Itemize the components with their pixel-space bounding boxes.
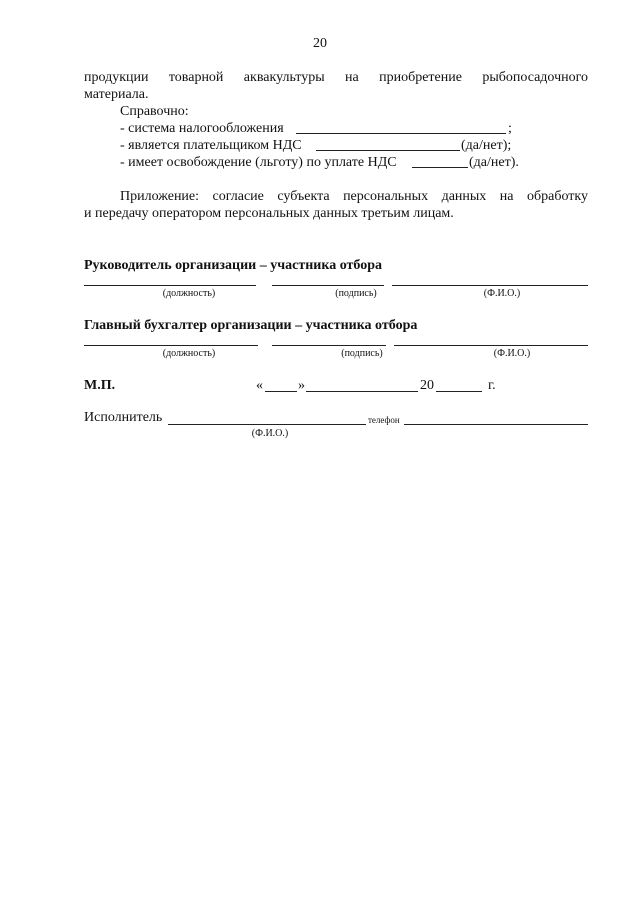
head-position-line: [84, 285, 256, 286]
attachment-line-1: Приложение: согласие субъекта персональных данных на обработку: [120, 189, 588, 204]
executor-phone-line: [404, 424, 588, 425]
tax-system-end: ;: [508, 121, 512, 136]
vat-payer-line: [316, 150, 460, 151]
executor-phone-label: телефон: [368, 415, 400, 425]
head-signature-caption: (подпись): [335, 288, 377, 299]
vat-payer-end: (да/нет);: [461, 138, 512, 153]
head-signature-line: [272, 285, 384, 286]
date-year-line: [436, 391, 482, 392]
accountant-name-caption: (Ф.И.О.): [493, 348, 531, 359]
head-name-caption: (Ф.И.О.): [483, 288, 521, 299]
date-year-prefix: 20: [420, 378, 434, 393]
head-position-caption: (должность): [162, 288, 216, 299]
accountant-position-caption: (должность): [162, 348, 216, 359]
date-quote-open: «: [256, 378, 263, 393]
reference-title: Справочно:: [120, 104, 189, 119]
accountant-signature-caption: (подпись): [341, 348, 383, 359]
date-day-line: [265, 391, 297, 392]
date-quote-close: »: [298, 378, 305, 393]
paragraph-line-2: материала.: [84, 87, 149, 102]
vat-payer-label: - является плательщиком НДС: [120, 138, 302, 153]
paragraph-line-1: продукции товарной аквакультуры на приобретение рыбопосадочного: [84, 70, 588, 85]
date-year-suffix: г.: [488, 378, 496, 393]
attachment-line-2: и передачу оператором персональных данных третьим лицам.: [84, 206, 454, 221]
page-number: 20: [313, 36, 327, 51]
date-month-line: [306, 391, 418, 392]
tax-system-label: - система налогообложения: [120, 121, 284, 136]
vat-exempt-label: - имеет освобождение (льготу) по уплате НДС: [120, 155, 397, 170]
accountant-signature-line: [272, 345, 386, 346]
executor-name-line: [168, 424, 366, 425]
executor-name-caption: (Ф.И.О.): [251, 428, 289, 439]
executor-label: Исполнитель: [84, 410, 163, 425]
stamp-mp: М.П.: [84, 378, 116, 393]
tax-system-line: [296, 133, 506, 134]
accountant-position-line: [84, 345, 258, 346]
head-name-line: [392, 285, 588, 286]
accountant-name-line: [394, 345, 588, 346]
vat-exempt-line: [412, 167, 468, 168]
vat-exempt-end: (да/нет).: [469, 155, 519, 170]
head-block-title: Руководитель организации – участника отбора: [84, 258, 383, 273]
accountant-block-title: Главный бухгалтер организации – участника отбора: [84, 318, 418, 333]
